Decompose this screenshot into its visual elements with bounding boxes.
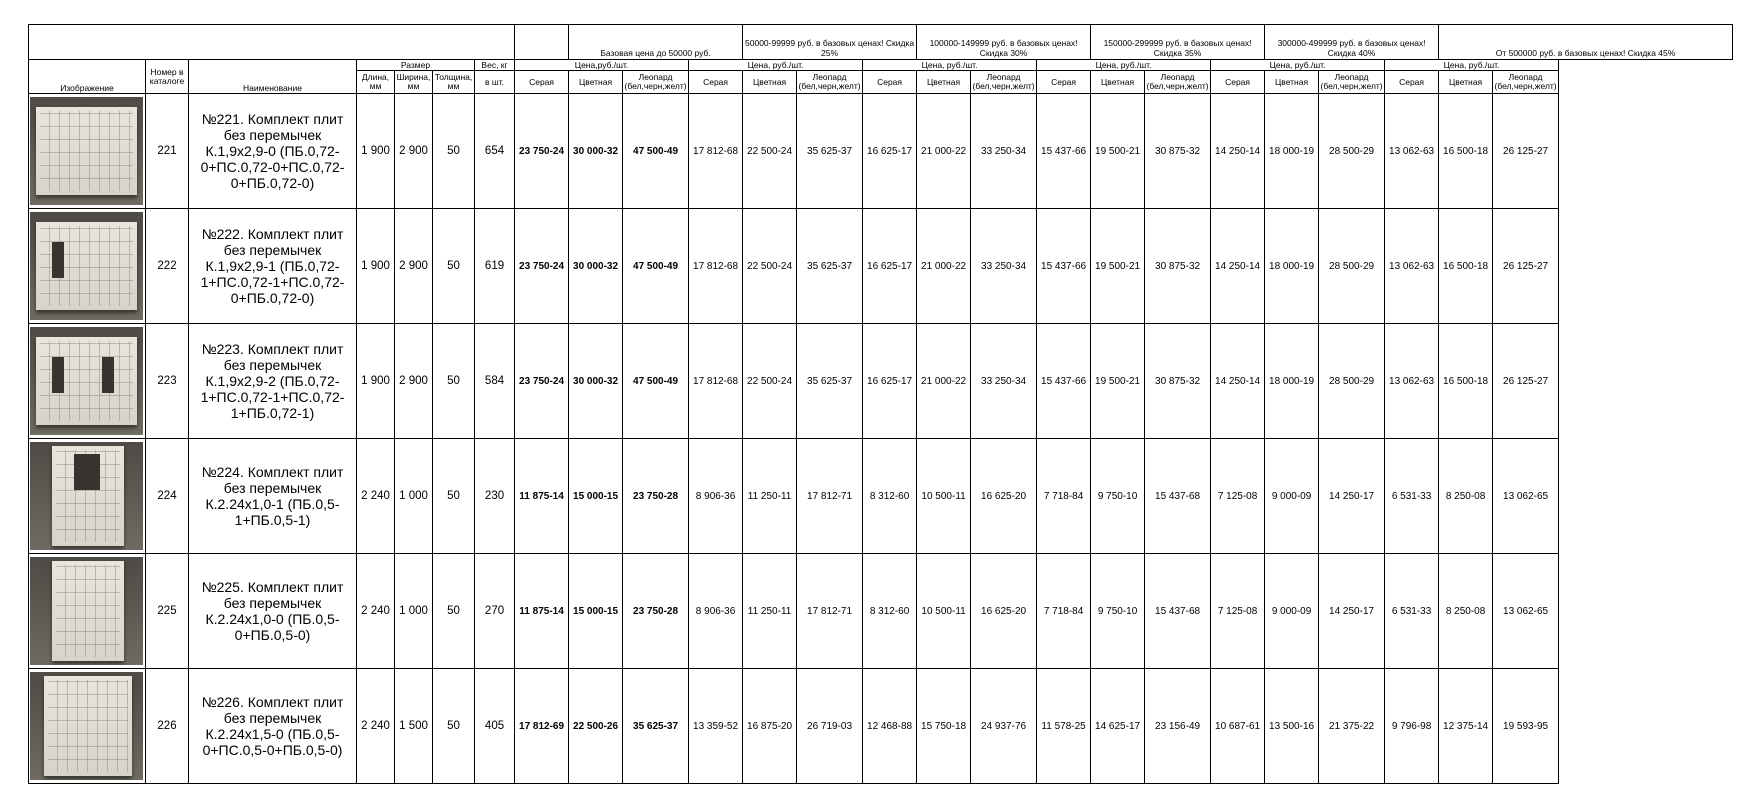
price-color-header: Цветная [569, 71, 623, 94]
group-title: От 500000 руб. в базовых ценах! Скидка 45% [1439, 25, 1733, 60]
header-width: Ширина, мм [395, 71, 433, 94]
price-grey: 23 750-24 [515, 324, 569, 439]
catalog-number: 224 [146, 439, 189, 554]
price-leopard: 26 125-27 [1493, 324, 1559, 439]
price-leopard: 33 250-34 [971, 324, 1037, 439]
price-leopard: 35 625-37 [797, 209, 863, 324]
header-weight: Вес, кг [475, 60, 515, 71]
price-color: 10 500-11 [917, 439, 971, 554]
price-grey: 13 062-63 [1385, 94, 1439, 209]
group-sub: Цена, руб./шт. [1385, 60, 1559, 71]
price-grey: 15 437-66 [1037, 324, 1091, 439]
price-grey: 16 625-17 [863, 94, 917, 209]
price-grey: 7 125-08 [1211, 554, 1265, 669]
price-leopard: 28 500-29 [1319, 209, 1385, 324]
price-leopard: 35 625-37 [797, 324, 863, 439]
price-leopard: 15 437-68 [1145, 554, 1211, 669]
table-row [29, 554, 1733, 669]
catalog-number: 222 [146, 209, 189, 324]
price-grey: 11 875-14 [515, 554, 569, 669]
price-color: 9 000-09 [1265, 439, 1319, 554]
price-grey: 15 437-66 [1037, 209, 1091, 324]
slab-shape [52, 561, 124, 661]
price-leopard-header: Леопард (бел,черн,желт) [797, 71, 863, 94]
thickness-value: 50 [433, 669, 475, 784]
product-name: №221. Комплект плит без перемычек К.1,9х2,9-0 (ПБ.0,72-0+ПС.0,72-0+ПС.0,72-0+ПБ.0,72-0) [189, 94, 357, 209]
price-leopard: 47 500-49 [623, 94, 689, 209]
price-grey-header: Серая [1211, 71, 1265, 94]
price-grey: 23 750-24 [515, 94, 569, 209]
price-color: 9 000-09 [1265, 554, 1319, 669]
price-leopard: 26 719-03 [797, 669, 863, 784]
price-color-header: Цветная [917, 71, 971, 94]
price-grey-header: Серая [515, 71, 569, 94]
price-color-header: Цветная [743, 71, 797, 94]
group-sub: Цена, руб./шт. [863, 60, 1037, 71]
price-grey: 13 359-52 [689, 669, 743, 784]
price-table [28, 24, 1733, 784]
price-grey: 7 125-08 [1211, 439, 1265, 554]
price-color: 15 000-15 [569, 554, 623, 669]
catalog-number: 223 [146, 324, 189, 439]
price-leopard: 21 375-22 [1319, 669, 1385, 784]
price-color: 21 000-22 [917, 324, 971, 439]
header-blank-weight [515, 25, 569, 60]
price-grey: 8 312-60 [863, 439, 917, 554]
price-grey: 23 750-24 [515, 209, 569, 324]
price-leopard: 19 593-95 [1493, 669, 1559, 784]
product-image-cell [29, 324, 146, 439]
slab-shape [44, 676, 132, 776]
price-leopard: 35 625-37 [623, 669, 689, 784]
price-leopard: 14 250-17 [1319, 439, 1385, 554]
product-photo [30, 557, 143, 665]
table-row [29, 439, 1733, 554]
product-name: №223. Комплект плит без перемычек К.1,9х2,9-2 (ПБ.0,72-1+ПС.0,72-1+ПС.0,72-1+ПБ.0,72-1) [189, 324, 357, 439]
price-color: 18 000-19 [1265, 94, 1319, 209]
price-leopard: 30 875-32 [1145, 94, 1211, 209]
price-color: 15 750-18 [917, 669, 971, 784]
price-color: 21 000-22 [917, 209, 971, 324]
price-color: 16 500-18 [1439, 209, 1493, 324]
weight-value: 230 [475, 439, 515, 554]
price-leopard: 26 125-27 [1493, 209, 1559, 324]
product-name: №226. Комплект плит без перемычек К.2.24х1,5-0 (ПБ.0,5-0+ПС.0,5-0+ПБ.0,5-0) [189, 669, 357, 784]
price-leopard: 23 156-49 [1145, 669, 1211, 784]
price-grey: 9 796-98 [1385, 669, 1439, 784]
length-value: 1 900 [357, 209, 395, 324]
price-color: 15 000-15 [569, 439, 623, 554]
price-grey-header: Серая [1037, 71, 1091, 94]
product-photo [30, 327, 143, 435]
price-color: 30 000-32 [569, 324, 623, 439]
price-leopard-header: Леопард (бел,черн,желт) [971, 71, 1037, 94]
catalog-number: 226 [146, 669, 189, 784]
price-grey: 7 718-84 [1037, 439, 1091, 554]
price-color: 22 500-24 [743, 94, 797, 209]
price-grey: 14 250-14 [1211, 209, 1265, 324]
price-leopard: 30 875-32 [1145, 324, 1211, 439]
price-leopard: 13 062-65 [1493, 439, 1559, 554]
price-grey: 8 906-36 [689, 554, 743, 669]
price-leopard: 28 500-29 [1319, 94, 1385, 209]
product-name: №225. Комплект плит без перемычек К.2.24х1,0-0 (ПБ.0,5-0+ПБ.0,5-0) [189, 554, 357, 669]
price-leopard: 35 625-37 [797, 94, 863, 209]
price-leopard-header: Леопард (бел,черн,желт) [623, 71, 689, 94]
price-leopard: 13 062-65 [1493, 554, 1559, 669]
price-leopard-header: Леопард (бел,черн,желт) [1145, 71, 1211, 94]
thickness-value: 50 [433, 94, 475, 209]
price-leopard: 15 437-68 [1145, 439, 1211, 554]
group-title: Базовая цена до 50000 руб. [569, 25, 743, 60]
width-value: 2 900 [395, 324, 433, 439]
price-leopard: 47 500-49 [623, 324, 689, 439]
price-grey: 14 250-14 [1211, 324, 1265, 439]
product-name: №222. Комплект плит без перемычек К.1,9х2,9-1 (ПБ.0,72-1+ПС.0,72-1+ПС.0,72-0+ПБ.0,72-0) [189, 209, 357, 324]
price-grey-header: Серая [1385, 71, 1439, 94]
header-weight-unit: в шт. [475, 71, 515, 94]
price-leopard: 33 250-34 [971, 94, 1037, 209]
price-color: 18 000-19 [1265, 324, 1319, 439]
group-title: 150000-299999 руб. в базовых ценах! Скидка 35% [1091, 25, 1265, 60]
price-color: 13 500-16 [1265, 669, 1319, 784]
group-title: 50000-99999 руб. в базовых ценах! Скидка 25% [743, 25, 917, 60]
header-catalog: Номер в каталоге [146, 60, 189, 94]
catalog-number: 221 [146, 94, 189, 209]
length-value: 1 900 [357, 94, 395, 209]
table-row [29, 209, 1733, 324]
price-leopard: 16 625-20 [971, 439, 1037, 554]
slab-shape [36, 107, 137, 195]
price-grey: 11 875-14 [515, 439, 569, 554]
price-grey: 17 812-69 [515, 669, 569, 784]
table-row [29, 94, 1733, 209]
thickness-value: 50 [433, 209, 475, 324]
thickness-value: 50 [433, 439, 475, 554]
price-color: 8 250-08 [1439, 554, 1493, 669]
group-title: 100000-149999 руб. в базовых ценах! Скидка 30% [917, 25, 1091, 60]
weight-value: 584 [475, 324, 515, 439]
product-photo [30, 672, 143, 780]
product-image-cell [29, 554, 146, 669]
price-grey: 6 531-33 [1385, 554, 1439, 669]
group-sub: Цена, руб./шт. [1037, 60, 1211, 71]
slab-opening [52, 357, 64, 393]
width-value: 1 000 [395, 554, 433, 669]
price-leopard-header: Леопард (бел,черн,желт) [1319, 71, 1385, 94]
price-grey: 8 312-60 [863, 554, 917, 669]
weight-value: 619 [475, 209, 515, 324]
price-color: 11 250-11 [743, 554, 797, 669]
weight-value: 405 [475, 669, 515, 784]
price-color: 16 500-18 [1439, 324, 1493, 439]
thickness-value: 50 [433, 324, 475, 439]
slab-opening [52, 242, 64, 278]
price-leopard-header: Леопард (бел,черн,желт) [1493, 71, 1559, 94]
header-name: Наименование [189, 60, 357, 94]
price-color: 11 250-11 [743, 439, 797, 554]
header-size: Размер [357, 60, 475, 71]
product-name: №224. Комплект плит без перемычек К.2.24х1,0-1 (ПБ.0,5-1+ПБ.0,5-1) [189, 439, 357, 554]
price-grey: 14 250-14 [1211, 94, 1265, 209]
price-color: 10 500-11 [917, 554, 971, 669]
price-leopard: 23 750-28 [623, 439, 689, 554]
header-length: Длина, мм [357, 71, 395, 94]
price-leopard: 30 875-32 [1145, 209, 1211, 324]
price-color: 19 500-21 [1091, 324, 1145, 439]
price-leopard: 33 250-34 [971, 209, 1037, 324]
length-value: 2 240 [357, 439, 395, 554]
price-grey: 17 812-68 [689, 94, 743, 209]
price-color: 19 500-21 [1091, 94, 1145, 209]
slab-opening [74, 454, 100, 490]
price-grey: 12 468-88 [863, 669, 917, 784]
width-value: 2 900 [395, 94, 433, 209]
price-grey: 15 437-66 [1037, 94, 1091, 209]
product-photo [30, 442, 143, 550]
price-color: 19 500-21 [1091, 209, 1145, 324]
price-grey: 17 812-68 [689, 209, 743, 324]
length-value: 2 240 [357, 669, 395, 784]
table-row [29, 324, 1733, 439]
price-color: 9 750-10 [1091, 554, 1145, 669]
price-grey-header: Серая [863, 71, 917, 94]
price-leopard: 23 750-28 [623, 554, 689, 669]
group-title: 300000-499999 руб. в базовых ценах! Скидка 40% [1265, 25, 1439, 60]
product-photo [30, 212, 143, 320]
price-grey: 17 812-68 [689, 324, 743, 439]
product-image-cell [29, 94, 146, 209]
thickness-value: 50 [433, 554, 475, 669]
price-color: 22 500-26 [569, 669, 623, 784]
price-color: 21 000-22 [917, 94, 971, 209]
price-grey: 7 718-84 [1037, 554, 1091, 669]
price-grey: 16 625-17 [863, 324, 917, 439]
header-image: Изображение [29, 60, 146, 94]
product-image-cell [29, 669, 146, 784]
price-leopard: 17 812-71 [797, 554, 863, 669]
price-grey-header: Серая [689, 71, 743, 94]
price-color: 8 250-08 [1439, 439, 1493, 554]
price-color: 12 375-14 [1439, 669, 1493, 784]
width-value: 1 000 [395, 439, 433, 554]
price-grey: 13 062-63 [1385, 324, 1439, 439]
table-row [29, 669, 1733, 784]
price-color-header: Цветная [1091, 71, 1145, 94]
length-value: 1 900 [357, 324, 395, 439]
width-value: 2 900 [395, 209, 433, 324]
group-sub: Цена, руб./шт. [689, 60, 863, 71]
price-grey: 13 062-63 [1385, 209, 1439, 324]
price-grey: 11 578-25 [1037, 669, 1091, 784]
price-leopard: 17 812-71 [797, 439, 863, 554]
price-leopard: 24 937-76 [971, 669, 1037, 784]
price-grey: 10 687-61 [1211, 669, 1265, 784]
price-color: 16 875-20 [743, 669, 797, 784]
price-color: 9 750-10 [1091, 439, 1145, 554]
price-grey: 8 906-36 [689, 439, 743, 554]
price-color: 18 000-19 [1265, 209, 1319, 324]
weight-value: 270 [475, 554, 515, 669]
group-sub: Цена,руб./шт. [515, 60, 689, 71]
price-color-header: Цветная [1439, 71, 1493, 94]
price-color: 16 500-18 [1439, 94, 1493, 209]
price-color: 30 000-32 [569, 209, 623, 324]
price-leopard: 16 625-20 [971, 554, 1037, 669]
product-image-cell [29, 209, 146, 324]
catalog-number: 225 [146, 554, 189, 669]
price-color: 22 500-24 [743, 209, 797, 324]
price-leopard: 26 125-27 [1493, 94, 1559, 209]
length-value: 2 240 [357, 554, 395, 669]
price-color: 30 000-32 [569, 94, 623, 209]
price-color-header: Цветная [1265, 71, 1319, 94]
width-value: 1 500 [395, 669, 433, 784]
price-grey: 6 531-33 [1385, 439, 1439, 554]
product-photo [30, 97, 143, 205]
price-grey: 16 625-17 [863, 209, 917, 324]
header-blank [29, 25, 515, 60]
product-image-cell [29, 439, 146, 554]
weight-value: 654 [475, 94, 515, 209]
price-leopard: 28 500-29 [1319, 324, 1385, 439]
group-sub: Цена, руб./шт. [1211, 60, 1385, 71]
price-leopard: 14 250-17 [1319, 554, 1385, 669]
header-thickness: Толщина, мм [433, 71, 475, 94]
price-color: 22 500-24 [743, 324, 797, 439]
price-leopard: 47 500-49 [623, 209, 689, 324]
slab-opening [102, 357, 114, 393]
price-color: 14 625-17 [1091, 669, 1145, 784]
